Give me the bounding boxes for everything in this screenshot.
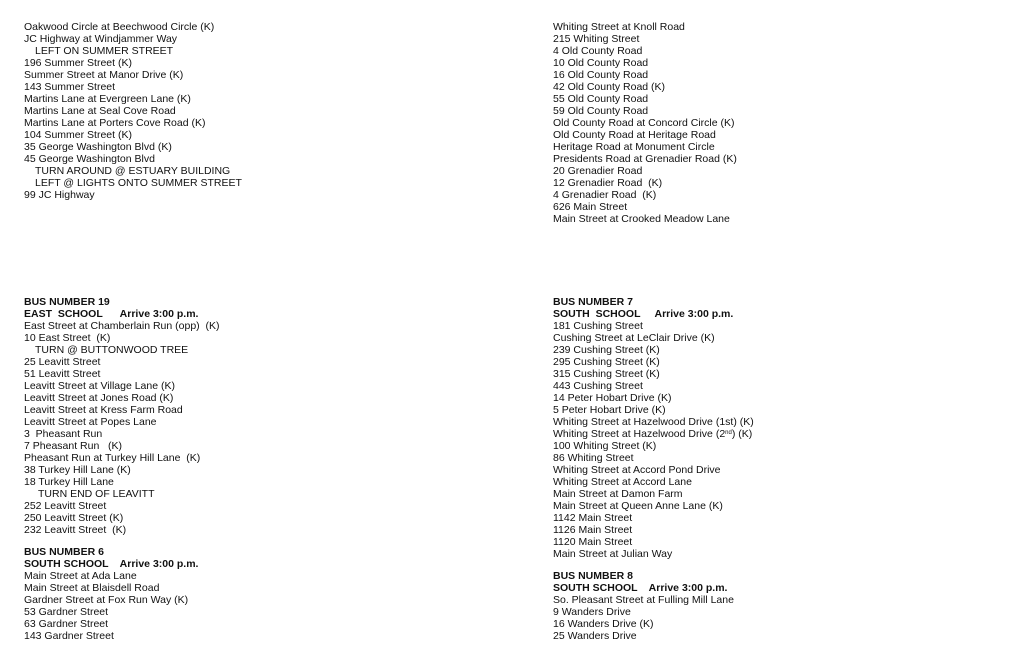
stop-line: Whiting Street at Hazelwood Drive (1st) (K): [553, 416, 754, 428]
stop-line: Leavitt Street at Kress Farm Road: [24, 404, 183, 416]
stop-line: Main Street at Julian Way: [553, 548, 673, 560]
stop-line: Old County Road at Concord Circle (K): [553, 117, 735, 129]
stop-line: 12 Grenadier Road (K): [553, 177, 663, 189]
stop-line: 42 Old County Road (K): [553, 81, 666, 93]
stop-line: Cushing Street at LeClair Drive (K): [553, 332, 715, 344]
stop-line: Martins Lane at Seal Cove Road: [24, 105, 176, 117]
stop-line: 295 Cushing Street (K): [553, 356, 660, 368]
left-top-route-list: [24, 21, 242, 201]
stop-line: 10 Old County Road: [553, 57, 649, 69]
section-heading: BUS NUMBER 7: [553, 296, 633, 308]
stop-line: 4 Old County Road: [553, 45, 643, 57]
stop-line: TURN AROUND @ ESTUARY BUILDING: [35, 165, 231, 177]
stop-line: LEFT ON SUMMER STREET: [35, 45, 174, 57]
stop-line: 215 Whiting Street: [553, 33, 640, 45]
section-heading: SOUTH SCHOOL Arrive 3:00 p.m.: [24, 558, 199, 570]
section-heading: BUS NUMBER 19: [24, 296, 110, 308]
stop-line: 16 Wanders Drive (K): [553, 618, 654, 630]
stop-line: 443 Cushing Street: [553, 380, 643, 392]
stop-line: Summer Street at Manor Drive (K): [24, 69, 184, 81]
stop-line: 4 Grenadier Road (K): [553, 189, 657, 201]
stop-line: Main Street at Blaisdell Road: [24, 582, 160, 594]
stop-line: 626 Main Street: [553, 201, 628, 213]
stop-line: Pheasant Run at Turkey Hill Lane (K): [24, 452, 201, 464]
stop-line: Whiting Street at Accord Lane: [553, 476, 692, 488]
stop-line: 53 Gardner Street: [24, 606, 109, 618]
stop-line: 99 JC Highway: [24, 189, 95, 201]
stop-line: 5 Peter Hobart Drive (K): [553, 404, 666, 416]
stop-line: 100 Whiting Street (K): [553, 440, 657, 452]
stop-line: Gardner Street at Fox Run Way (K): [24, 594, 189, 606]
section-gap: [24, 536, 220, 546]
stop-line: 232 Leavitt Street (K): [24, 524, 127, 536]
stop-line: 45 George Washington Blvd: [24, 153, 155, 165]
stop-line: LEFT @ LIGHTS ONTO SUMMER STREET: [35, 177, 242, 189]
stop-line: 239 Cushing Street (K): [553, 344, 660, 356]
stop-line: 16 Old County Road: [553, 69, 649, 81]
stop-line: 63 Gardner Street: [24, 618, 109, 630]
section-gap: [553, 560, 754, 570]
stop-line: Heritage Road at Monument Circle: [553, 141, 715, 153]
stop-line: 3 Pheasant Run: [24, 428, 103, 440]
right-top-route-list: [553, 21, 737, 225]
stop-line: 9 Wanders Drive: [553, 606, 631, 618]
stop-line: Martins Lane at Porters Cove Road (K): [24, 117, 206, 129]
stop-line: JC Highway at Windjammer Way: [24, 33, 178, 45]
stop-line: Leavitt Street at Village Lane (K): [24, 380, 175, 392]
stop-line: 7 Pheasant Run (K): [24, 440, 123, 452]
ordinal-suffix: nd: [725, 430, 732, 436]
stop-line: 315 Cushing Street (K): [553, 368, 660, 380]
stop-line: Martins Lane at Evergreen Lane (K): [24, 93, 191, 105]
stop-line: Main Street at Ada Lane: [24, 570, 137, 582]
stop-line: [553, 428, 754, 440]
stop-line: 35 George Washington Blvd (K): [24, 141, 172, 153]
stop-line: 20 Grenadier Road: [553, 165, 643, 177]
stop-line: 143 Gardner Street: [24, 630, 114, 642]
stop-line: Main Street at Damon Farm: [553, 488, 683, 500]
stop-line: Leavitt Street at Popes Lane: [24, 416, 157, 428]
stop-line: Main Street at Queen Anne Lane (K): [553, 500, 723, 512]
stop-line: 55 Old County Road: [553, 93, 649, 105]
stop-line: 252 Leavitt Street: [24, 500, 107, 512]
stop-line: 10 East Street (K): [24, 332, 111, 344]
stop-line-text: Whiting Street at Hazelwood Drive (2: [553, 428, 726, 440]
stop-line: 1142 Main Street: [553, 512, 633, 524]
stop-line: Whiting Street at Knoll Road: [553, 21, 685, 33]
stop-line: So. Pleasant Street at Fulling Mill Lane: [553, 594, 734, 606]
stop-line: 25 Wanders Drive: [553, 630, 637, 642]
stop-line: 196 Summer Street (K): [24, 57, 132, 69]
stop-line: Oakwood Circle at Beechwood Circle (K): [24, 21, 215, 33]
stop-line: 51 Leavitt Street: [24, 368, 101, 380]
stop-line: TURN END OF LEAVITT: [38, 488, 155, 500]
stop-line: 1126 Main Street: [553, 524, 633, 536]
left-bottom-route-list: [24, 296, 220, 642]
stop-line: Whiting Street at Accord Pond Drive: [553, 464, 721, 476]
section-heading: SOUTH SCHOOL Arrive 3:00 p.m.: [553, 582, 728, 594]
stop-line: Presidents Road at Grenadier Road (K): [553, 153, 737, 165]
stop-line: 250 Leavitt Street (K): [24, 512, 124, 524]
stop-line: Old County Road at Heritage Road: [553, 129, 716, 141]
stop-line: 38 Turkey Hill Lane (K): [24, 464, 131, 476]
stop-line: 14 Peter Hobart Drive (K): [553, 392, 672, 404]
stop-line: 1120 Main Street: [553, 536, 633, 548]
stop-line: Main Street at Crooked Meadow Lane: [553, 213, 730, 225]
stop-line: 104 Summer Street (K): [24, 129, 132, 141]
stop-line: 25 Leavitt Street: [24, 356, 101, 368]
stop-line: East Street at Chamberlain Run (opp) (K): [24, 320, 220, 332]
stop-line: 86 Whiting Street: [553, 452, 634, 464]
section-heading: SOUTH SCHOOL Arrive 3:00 p.m.: [553, 308, 734, 320]
stop-line: 18 Turkey Hill Lane: [24, 476, 114, 488]
stop-line-suffix: ) (K): [731, 428, 753, 440]
stop-line: 181 Cushing Street: [553, 320, 643, 332]
section-heading: BUS NUMBER 8: [553, 570, 633, 582]
right-bottom-route-list: [553, 296, 754, 642]
section-heading: EAST SCHOOL Arrive 3:00 p.m.: [24, 308, 199, 320]
stop-line: TURN @ BUTTONWOOD TREE: [35, 344, 189, 356]
stop-line: 59 Old County Road: [553, 105, 649, 117]
stop-line: 143 Summer Street: [24, 81, 116, 93]
stop-line: Leavitt Street at Jones Road (K): [24, 392, 174, 404]
section-heading: BUS NUMBER 6: [24, 546, 104, 558]
